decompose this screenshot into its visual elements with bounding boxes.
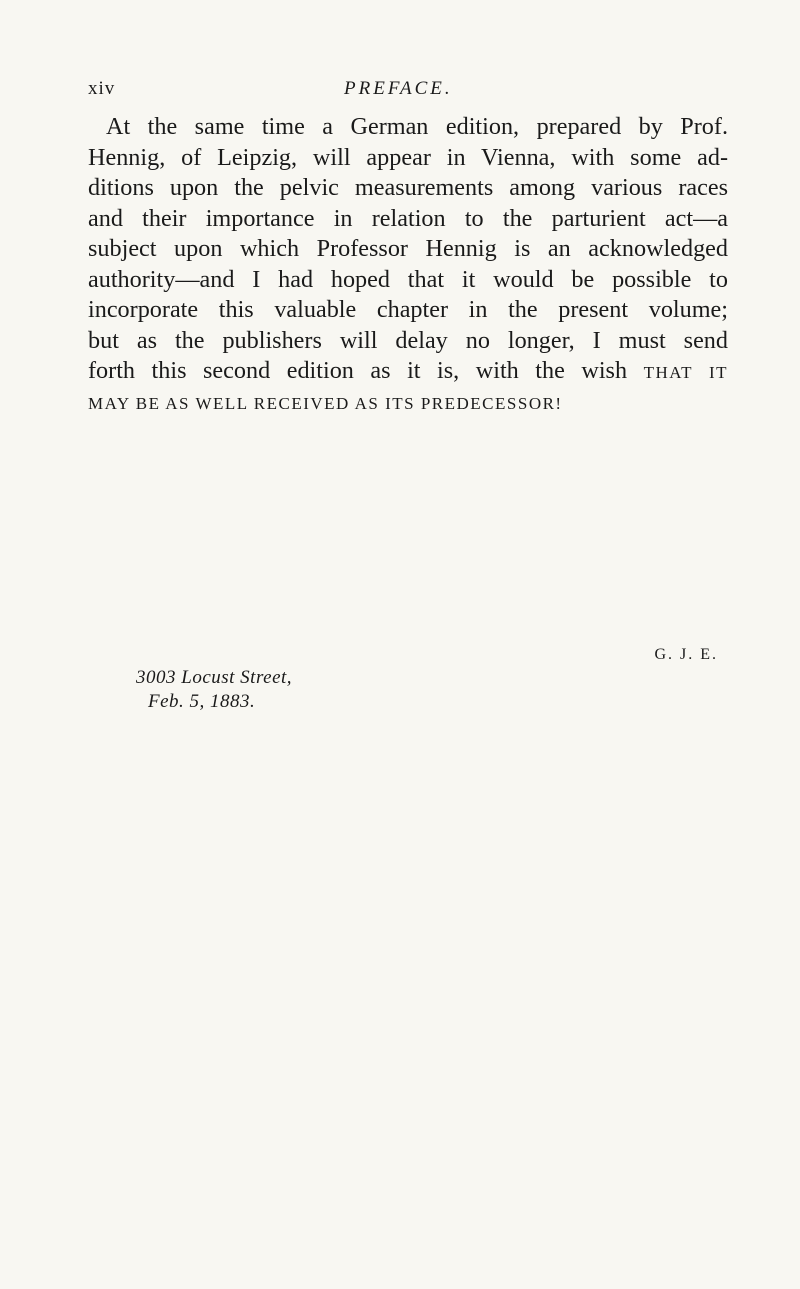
paragraph-line: and their importance in relation to the parturient act—a xyxy=(88,204,728,232)
paragraph-line: ditions upon the pelvic measurements among various races xyxy=(88,174,728,201)
author-initials: G. J. E. xyxy=(654,646,718,663)
paragraph-line: incorporate this valuable chapter in the present volume; xyxy=(88,296,728,323)
street-address: 3003 Locust Street, xyxy=(136,667,293,688)
page-number: xiv xyxy=(88,78,116,99)
smallcaps-text: THAT IT xyxy=(643,363,728,382)
paragraph-last-line: MAY BE AS WELL RECEIVED AS ITS PREDECESSOR! xyxy=(88,393,563,413)
preface-paragraph xyxy=(88,112,728,419)
letter-date: Feb. 5, 1883. xyxy=(148,691,256,712)
paragraph-line-text: forth this second edition as it is, with the wish xyxy=(88,357,628,384)
paragraph-line: Hennig, of Leipzig, will appear in Vienna, with some ad- xyxy=(88,143,728,171)
paragraph-line: but as the publishers will delay no longer, I must send xyxy=(88,326,728,354)
paragraph-line-with-smallcaps xyxy=(88,356,728,389)
paragraph-line: authority—and I had hoped that it would be possible to xyxy=(88,265,728,293)
paragraph-line: subject upon which Professor Hennig is an acknowledged xyxy=(88,235,728,262)
address-block xyxy=(136,666,292,714)
paragraph-line: At the same time a German edition, prepared by Prof. xyxy=(106,113,728,140)
running-head xyxy=(88,78,718,104)
running-title: PREFACE. xyxy=(344,78,453,99)
